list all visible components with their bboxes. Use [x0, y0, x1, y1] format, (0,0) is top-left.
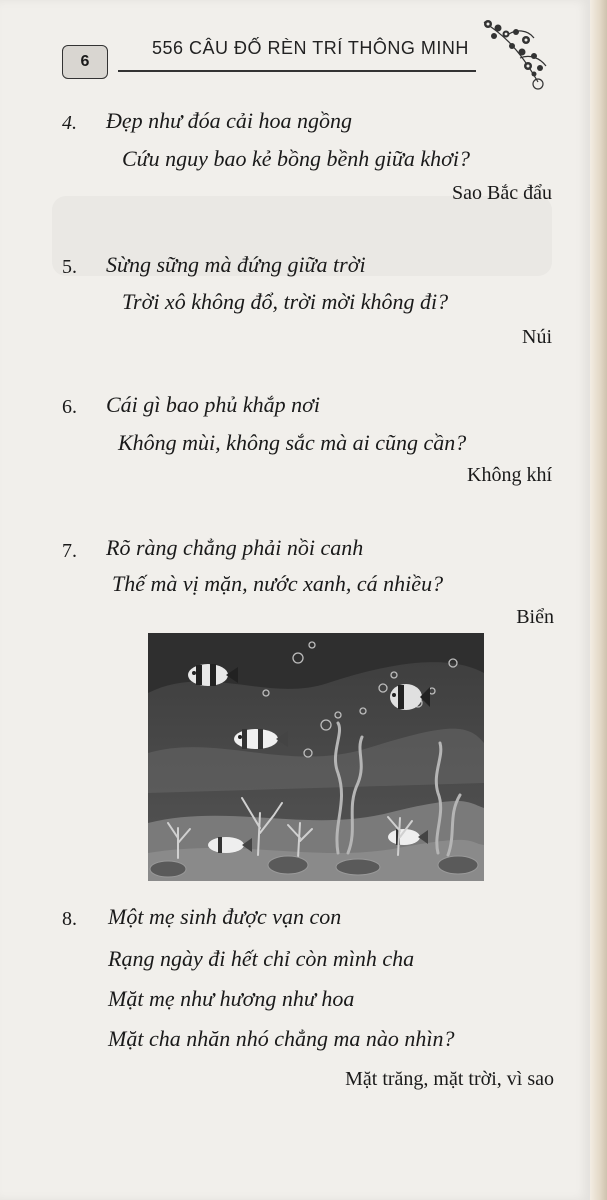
riddle-line: Rõ ràng chẳng phải nồi canh: [106, 535, 364, 560]
riddle-line: Không mùi, không sắc mà ai cũng cần?: [118, 430, 467, 455]
riddle-line: Cứu nguy bao kẻ bồng bềnh giữa khơi?: [122, 146, 470, 171]
riddle-answer: Mặt trăng, mặt trời, vì sao: [345, 1068, 554, 1090]
riddle-line: Cái gì bao phủ khắp nơi: [106, 392, 321, 417]
page-number: 6: [80, 53, 90, 70]
page-edge: [590, 0, 607, 1200]
riddle-number: 7.: [62, 540, 77, 562]
underwater-scene-icon: [148, 633, 484, 881]
book-title: 556 CÂU ĐỐ RÈN TRÍ THÔNG MINH: [152, 38, 469, 58]
riddle-answer: Sao Bắc đẩu: [452, 182, 552, 204]
riddle-number: 4.: [62, 112, 77, 134]
underwater-scene-illustration: [148, 633, 484, 881]
riddle-number: 5.: [62, 256, 77, 278]
riddle-line: Sừng sững mà đứng giữa trời: [106, 252, 366, 277]
header-rule: [118, 70, 476, 72]
riddle-line: Một mẹ sinh được vạn con: [108, 904, 342, 929]
riddle-number: 8.: [62, 908, 77, 930]
riddle-line: Mặt cha nhăn nhó chẳng ma nào nhìn?: [108, 1026, 455, 1051]
riddle-number: 6.: [62, 396, 77, 418]
riddle-answer: Núi: [522, 326, 552, 348]
riddle-line: Trời xô không đổ, trời mời không đi?: [122, 289, 449, 314]
riddle-line: Rạng ngày đi hết chỉ còn mình cha: [108, 946, 415, 971]
riddle-line: Thế mà vị mặn, nước xanh, cá nhiều?: [112, 571, 444, 596]
riddle-line: Mặt mẹ như hương như hoa: [108, 986, 355, 1011]
floral-ornament-icon: [476, 14, 556, 94]
riddle-line: Đẹp như đóa cải hoa ngồng: [106, 108, 353, 133]
page-number-badge: [62, 45, 108, 79]
riddle-answer: Biển: [516, 606, 554, 628]
riddle-answer: Không khí: [467, 464, 552, 486]
